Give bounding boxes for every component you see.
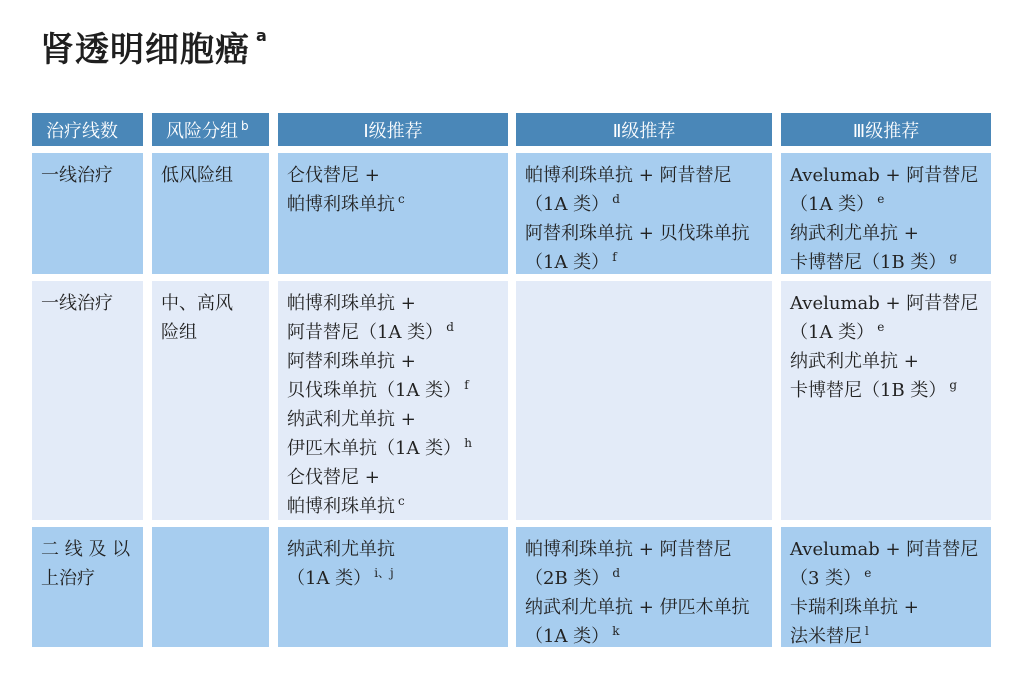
cell-line [790,593,991,622]
footnote-marker: c [398,192,405,206]
cell-line [790,190,991,219]
cell-text: 卡瑞利珠单抗 + [790,597,919,618]
cell-line [525,564,772,593]
cell-line [525,161,772,190]
footnote-marker: e [877,192,885,206]
cell-row1-g2 [516,153,772,274]
cell-line [790,347,991,376]
footnote-marker: e [864,566,872,580]
cell-line [790,161,991,190]
cell-text: 一线治疗 [41,165,113,186]
header-risk [152,113,269,146]
cell-text: 卡博替尼（1B 类） [790,380,947,401]
cell-row1-g1 [278,153,508,274]
cell-line [287,161,508,190]
cell-text: （1A 类） [790,194,875,215]
cell-line [287,463,508,492]
cell-line [790,622,991,651]
cell-line [525,622,772,651]
cell-text: 帕博利珠单抗 + [287,293,416,314]
cell-text: 阿替利珠单抗 + [287,351,416,372]
title-footnote: a [256,26,268,45]
cell-line [525,248,772,277]
cell-text: 帕博利珠单抗 [287,496,395,517]
header-line [32,113,143,146]
cell-text: Avelumab + 阿昔替尼 [790,165,979,186]
cell-line [41,161,143,190]
cell-text: 纳武利尤单抗 + [287,409,416,430]
cell-line [287,376,508,405]
cell-text: 险组 [161,322,197,343]
title-text: 肾透明细胞癌 [40,30,250,70]
cell-line [525,535,772,564]
cell-line [41,289,143,318]
cell-row2-risk [152,281,269,520]
cell-text: 卡博替尼（1B 类） [790,252,947,273]
cell-text: 帕博利珠单抗 [287,194,395,215]
cell-text: （3 类） [790,568,862,589]
cell-line [161,318,269,347]
footnote-marker: f [464,378,469,392]
cell-row1-risk [152,153,269,274]
header-grade3 [781,113,991,146]
cell-row3-g2 [516,527,772,647]
footnote-marker: l [865,624,869,638]
cell-row2-g2 [516,281,772,520]
cell-text: Avelumab + 阿昔替尼 [790,539,979,560]
cell-text: 一线治疗 [41,293,113,314]
cell-text: （1A 类） [287,568,372,589]
cell-row1-g3 [781,153,991,274]
cell-text: 伊匹木单抗（1A 类） [287,438,462,459]
cell-line [525,219,772,248]
cell-text: 低风险组 [161,165,233,186]
cell-line [790,318,991,347]
cell-text: 阿昔替尼（1A 类） [287,322,444,343]
footnote-marker: d [612,566,621,580]
header-grade3-label: Ⅲ级推荐 [852,120,920,142]
footnote-marker: i、j [374,566,394,580]
footnote-marker: g [949,378,958,392]
cell-line [287,318,508,347]
cell-row1-line [32,153,143,274]
footnote-marker: e [877,320,885,334]
cell-text: 贝伐珠单抗（1A 类） [287,380,462,401]
cell-line [41,535,143,564]
cell-line [790,219,991,248]
footnote-marker: k [612,624,620,638]
cell-text: （1A 类） [525,194,610,215]
cell-row2-line [32,281,143,520]
cell-line [161,289,269,318]
footnote-marker: d [612,192,620,206]
footnote-marker: g [949,250,958,264]
cell-text: 帕博利珠单抗 + 阿昔替尼 [525,165,732,186]
cell-line [790,535,991,564]
cell-text: 阿替利珠单抗 + 贝伐珠单抗 [525,223,750,244]
cell-text: （1A 类） [525,626,610,647]
cell-text: （2B 类） [525,568,610,589]
cell-line [287,535,508,564]
cell-line [287,492,508,521]
footnote-marker: f [612,250,617,264]
page-title [40,22,268,71]
cell-line [287,434,508,463]
cell-text: 仑伐替尼 + [287,165,380,186]
cell-line [287,347,508,376]
cell-line [287,289,508,318]
cell-line [287,405,508,434]
cell-row3-risk [152,527,269,647]
cell-text: 中、高风 [161,293,233,314]
cell-text: 法米替尼 [790,626,862,647]
cell-line [287,564,508,593]
header-grade2-label: Ⅱ级推荐 [612,120,676,142]
cell-text: 二 线 及 以 [41,539,131,560]
cell-line [161,161,269,190]
cell-row3-g3 [781,527,991,647]
cell-text: 纳武利尤单抗 + [790,223,919,244]
cell-text: 帕博利珠单抗 + 阿昔替尼 [525,539,732,560]
footnote-marker: h [464,436,472,450]
cell-line [790,376,991,405]
cell-line [287,190,508,219]
cell-text: （1A 类） [525,252,610,273]
header-risk-footnote: b [241,118,249,133]
header-grade1 [278,113,508,146]
cell-line [790,564,991,593]
cell-row3-line [32,527,143,647]
cell-text: （1A 类） [790,322,875,343]
cell-text: 仑伐替尼 + [287,467,380,488]
cell-text: 纳武利尤单抗 + 伊匹木单抗 [525,597,750,618]
cell-line [790,248,991,277]
header-line-label: 治疗线数 [46,120,118,142]
cell-text: 纳武利尤单抗 + [790,351,919,372]
footnote-marker: d [446,320,454,334]
cell-text: Avelumab + 阿昔替尼 [790,293,979,314]
cell-text: 上治疗 [41,568,95,589]
header-risk-label: 风险分组 [166,120,238,142]
cell-row2-g3 [781,281,991,520]
cell-line [41,564,143,593]
cell-text: 纳武利尤单抗 [287,539,395,560]
header-grade2 [516,113,772,146]
cell-row3-g1 [278,527,508,647]
cell-line [525,593,772,622]
cell-line [525,190,772,219]
cell-line [790,289,991,318]
footnote-marker: c [398,494,405,508]
cell-row2-g1 [278,281,508,520]
header-grade1-label: Ⅰ级推荐 [363,120,423,142]
